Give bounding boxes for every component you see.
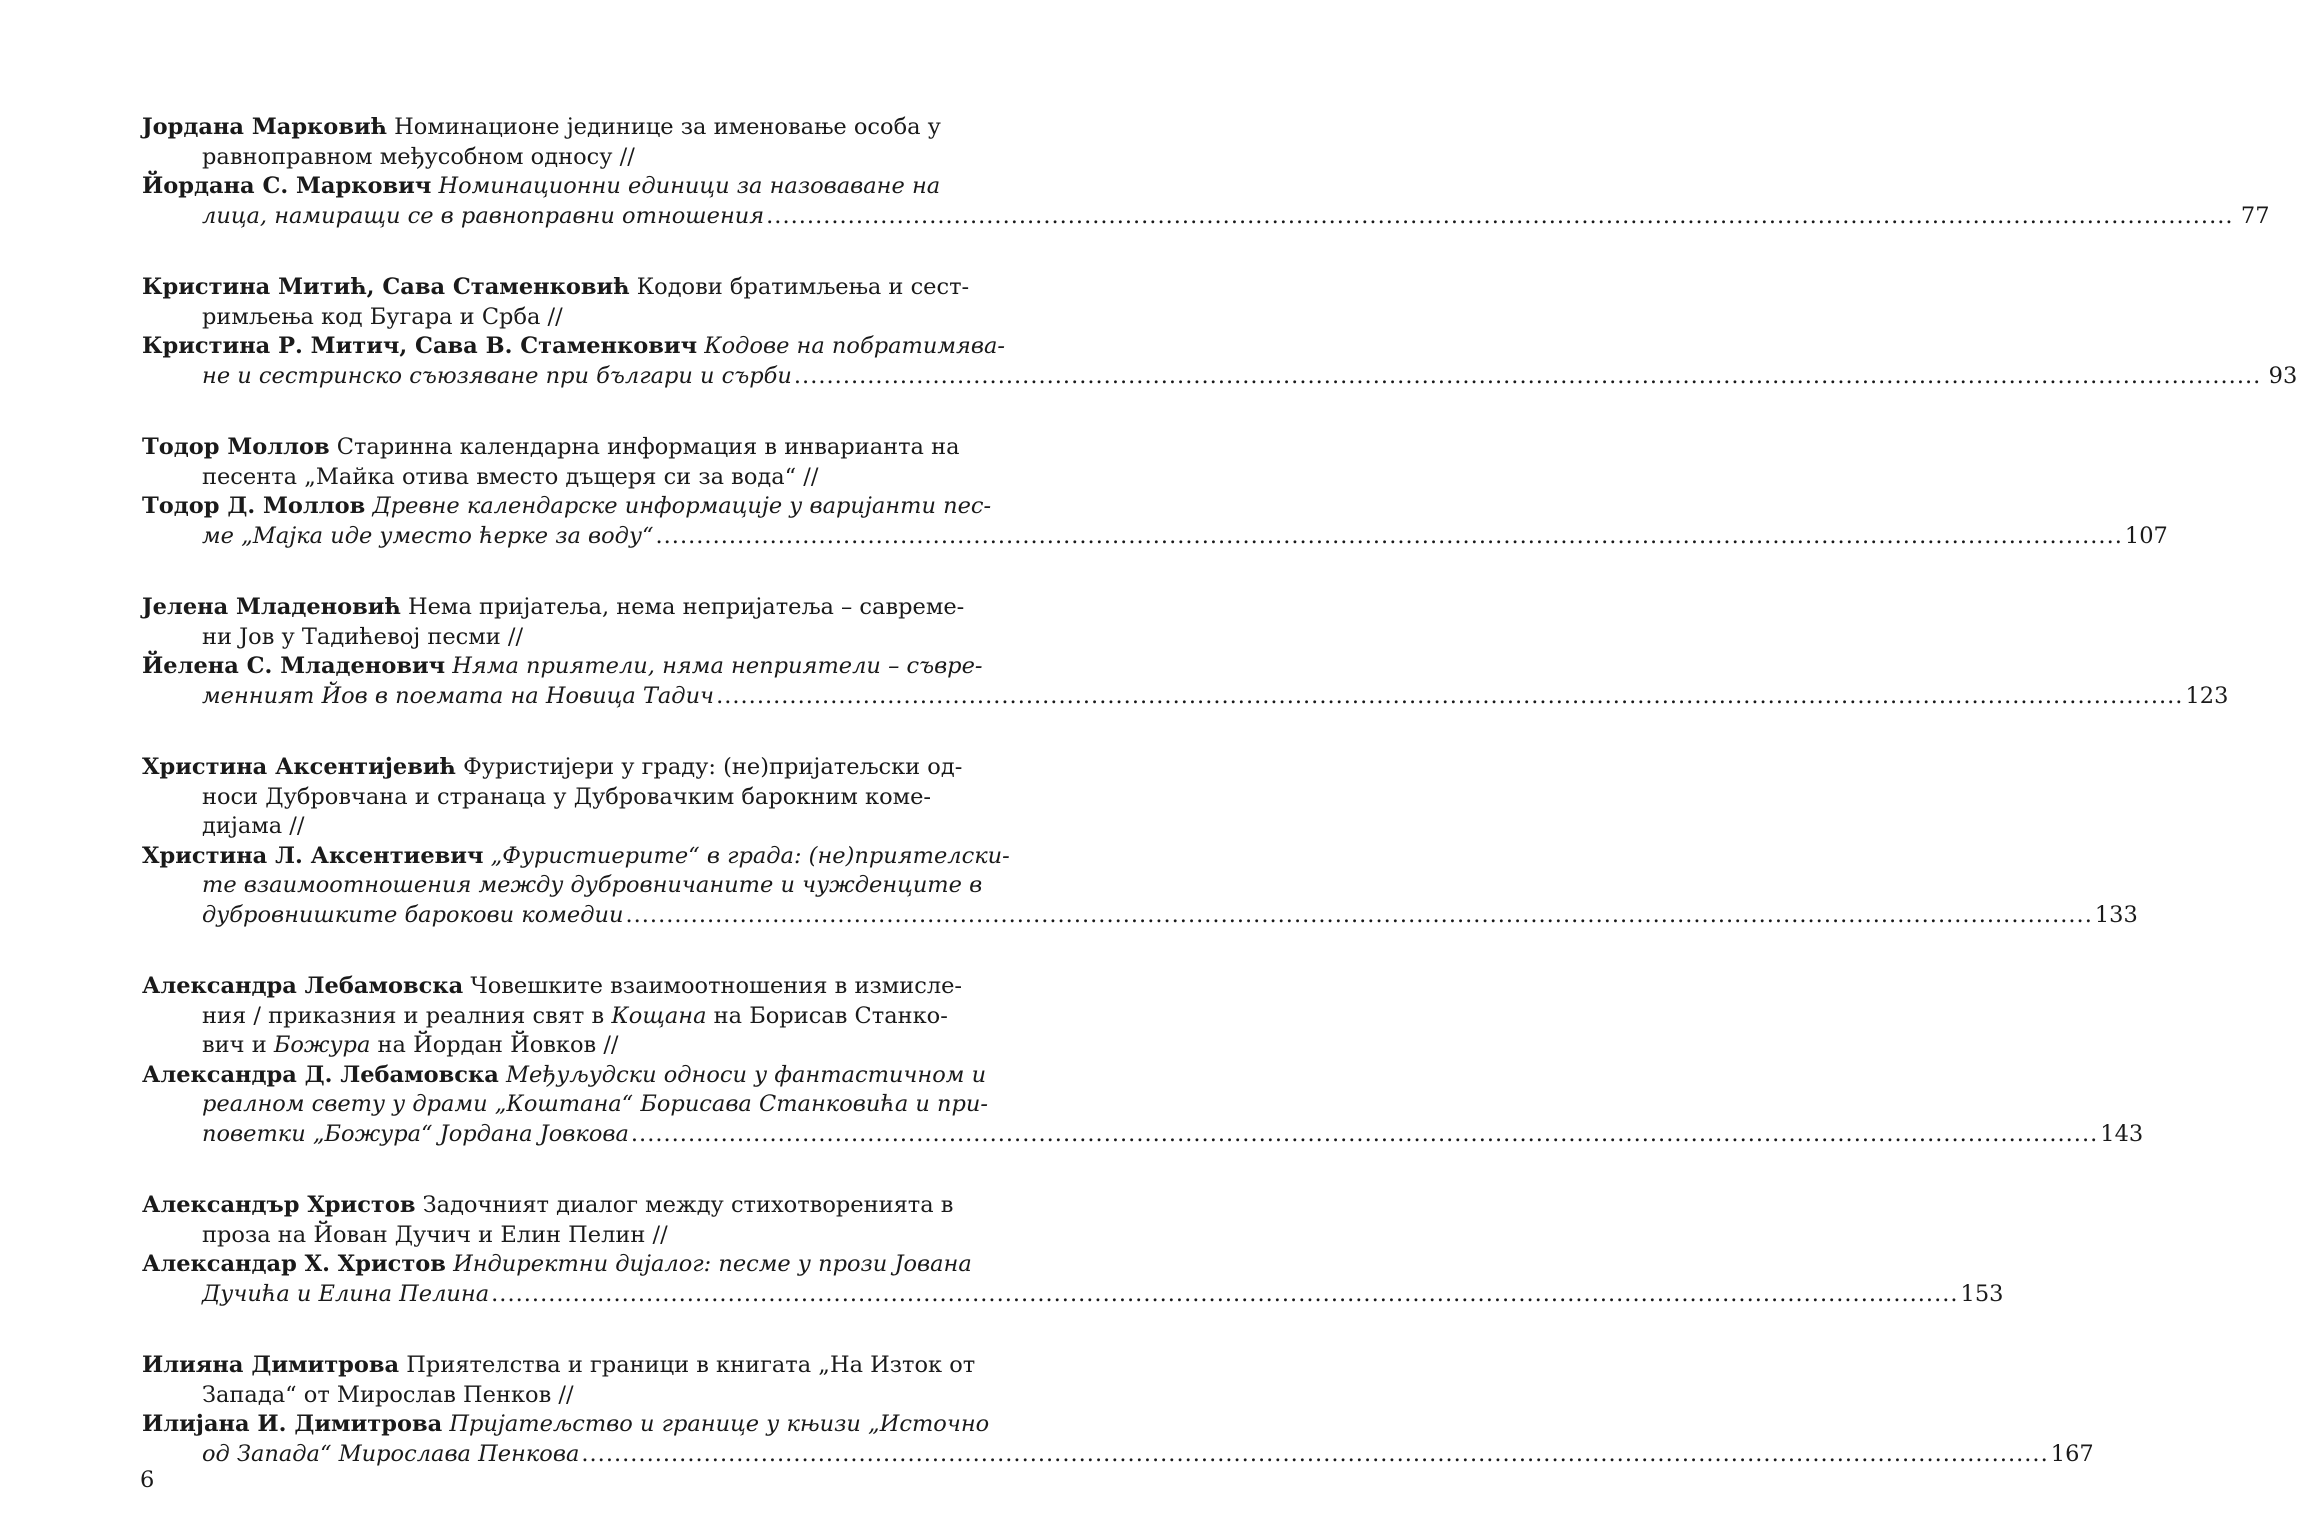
author-name: Илијана И. Димитрова [142, 1411, 443, 1437]
work-title: Божура [273, 1032, 371, 1058]
entry-line [142, 202, 2270, 232]
entry-line [142, 1381, 907, 1411]
translated-title: Древне календарске информације у варијанти пес- [372, 493, 992, 519]
translated-title: Кодове на побратимява- [704, 333, 1006, 359]
entry-line [142, 1031, 907, 1061]
toc-entry [142, 273, 2297, 391]
article-title: ния / приказния и реалния свят в [202, 1002, 612, 1029]
entry-line [142, 332, 1006, 362]
page-ref: 153 [1960, 1280, 2004, 1307]
translated-title: дубровнишките барокови комедии [202, 901, 624, 928]
article-title: Нема пријатеља, нема непријатеља – савреме- [408, 594, 965, 620]
dot-leader [629, 1120, 2100, 1150]
translated-title: Пријатељство и границе у књизи „Источно [449, 1411, 990, 1437]
table-of-contents [142, 113, 2297, 1511]
article-title: равноправном међусобном односу // [202, 143, 635, 170]
translated-title: не и сестринско съюзяване при българи и сърби [202, 362, 792, 389]
dot-leader [764, 202, 2235, 232]
author-name: Александър Христов [142, 1192, 416, 1218]
page-ref: 77 [2240, 202, 2270, 229]
author-name: Йелена С. Младенович [142, 653, 446, 679]
toc-entry [142, 753, 2138, 930]
author-name: Кристина Р. Митич, Сава В. Стаменкович [142, 333, 698, 359]
author-name: Јордана Марковић [142, 114, 387, 140]
toc-entry [142, 593, 2229, 711]
page-ref: 143 [2100, 1120, 2144, 1147]
article-title: Фуристијери у граду: (не)пријатељски од- [463, 754, 963, 780]
author-name: Христина Л. Аксентиевич [142, 842, 484, 869]
article-title: Задочният диалог между стихотворенията в [422, 1192, 954, 1218]
page-ref: 93 [2268, 362, 2297, 389]
translated-title: „Фуристиерите“ в града: (не)приятелски- [490, 842, 1010, 869]
entry-line [142, 623, 907, 653]
article-title: Номинационе јединице за именовање особа у [394, 114, 941, 140]
author-name: Тодор Моллов [142, 434, 330, 460]
entry-line [142, 1061, 987, 1091]
author-name: Тодор Д. Моллов [142, 493, 366, 519]
article-title: Човешките взаимоотношения в измисле- [470, 973, 963, 999]
entry-line [142, 522, 2168, 552]
entry-line [142, 901, 2138, 931]
entry-line [142, 143, 907, 173]
dot-leader [714, 682, 2185, 712]
entry-line [142, 871, 983, 901]
translated-title: Дучића и Елина Пелина [202, 1280, 490, 1307]
entry-line [142, 812, 907, 842]
article-title: Старинна календарна информация в инварианта на [336, 434, 960, 460]
entry-line [142, 1250, 972, 1280]
entry-line [142, 652, 983, 682]
translated-title: менният Йов в поемата на Новица Тадич [202, 682, 715, 709]
entry-line [142, 1440, 2094, 1470]
dot-leader [792, 362, 2263, 392]
dot-leader [489, 1280, 1960, 1310]
toc-entry [142, 1191, 2004, 1309]
entry-line [142, 1221, 907, 1251]
article-title: Кодови братимљења и сест- [636, 274, 970, 300]
entry-line [142, 972, 963, 1002]
page-number: 6 [140, 1467, 155, 1493]
translated-title: Номинационни единици за назоваване на [438, 173, 941, 199]
article-title: Запада“ от Мирослав Пенков // [202, 1381, 574, 1408]
entry-line [142, 1280, 2004, 1310]
article-title: проза на Йован Дучич и Елин Пелин // [202, 1221, 668, 1248]
entry-line [142, 273, 970, 303]
toc-entry [142, 1351, 2094, 1469]
entry-line [142, 1120, 2144, 1150]
toc-entry [142, 972, 2144, 1149]
author-name: Јелена Младеновић [142, 594, 401, 620]
translated-title: те взаимоотношения между дубровничаните и чужденците в [202, 872, 983, 898]
page-ref: 123 [2185, 682, 2229, 709]
entry-line [142, 113, 941, 143]
translated-title: од Запада“ Мирослава Пенкова [202, 1440, 580, 1467]
work-title: Кощана [611, 1002, 707, 1029]
article-title: носи Дубровчана и странаца у Дубровачким барокним коме- [202, 783, 932, 810]
entry-line [142, 1191, 954, 1221]
dot-leader [579, 1440, 2050, 1470]
dot-leader [654, 522, 2125, 552]
author-name: Александра Д. Лебамовска [142, 1061, 499, 1088]
toc-entry [142, 433, 2168, 551]
entry-line [142, 433, 960, 463]
entry-line [142, 682, 2229, 712]
entry-line [142, 303, 907, 333]
translated-title: Индиректни дијалог: песме у прози Јована [453, 1251, 972, 1277]
author-name: Илияна Димитрова [142, 1352, 400, 1378]
toc-entry [142, 113, 2270, 231]
translated-title: ме „Мајка иде уместо ћерке за воду“ [202, 522, 654, 549]
article-title: ни Јов у Тадићевој песми // [202, 623, 524, 650]
entry-line [142, 783, 932, 813]
entry-line [142, 362, 2297, 392]
author-name: Александра Лебамовска [142, 973, 464, 999]
article-title: Приятелства и граници в книгата „На Изток от [406, 1352, 976, 1378]
author-name: Кристина Митић, Сава Стаменковић [142, 274, 630, 300]
dot-leader [623, 901, 2094, 931]
article-title: римљења код Бугара и Срба // [202, 303, 563, 330]
article-title: вич и [202, 1032, 274, 1058]
entry-line [142, 463, 907, 493]
translated-title: Међуљудски односи у фантастичном и [505, 1061, 987, 1088]
author-name: Христина Аксентијевић [142, 754, 456, 780]
page-ref: 133 [2094, 901, 2138, 928]
translated-title: реалном свету у драми „Коштана“ Борисава Станковића и при- [202, 1091, 989, 1117]
page-ref: 167 [2050, 1440, 2094, 1467]
entry-line [142, 492, 992, 522]
entry-line [142, 1002, 948, 1032]
translated-title: лица, намиращи се в равноправни отношения [202, 202, 765, 229]
entry-line [142, 172, 941, 202]
article-title: на Йордан Йовков // [370, 1032, 619, 1058]
entry-line [142, 593, 965, 623]
article-title: дијама // [202, 813, 305, 839]
page-ref: 107 [2124, 522, 2168, 549]
translated-title: Няма приятели, няма неприятели – съвре- [452, 653, 983, 679]
author-name: Александар Х. Христов [142, 1251, 446, 1277]
author-name: Йордана С. Маркович [142, 173, 432, 199]
translated-title: поветки „Божура“ Јордана Јовкова [202, 1120, 629, 1147]
article-title: песента „Майка отива вместо дъщеря си за вода“ // [202, 463, 819, 490]
entry-line [142, 1351, 976, 1381]
entry-line [142, 1410, 990, 1440]
entry-line [142, 1090, 989, 1120]
entry-line [142, 753, 963, 783]
article-title: на Борисав Станко- [706, 1002, 948, 1029]
entry-line [142, 842, 1010, 872]
